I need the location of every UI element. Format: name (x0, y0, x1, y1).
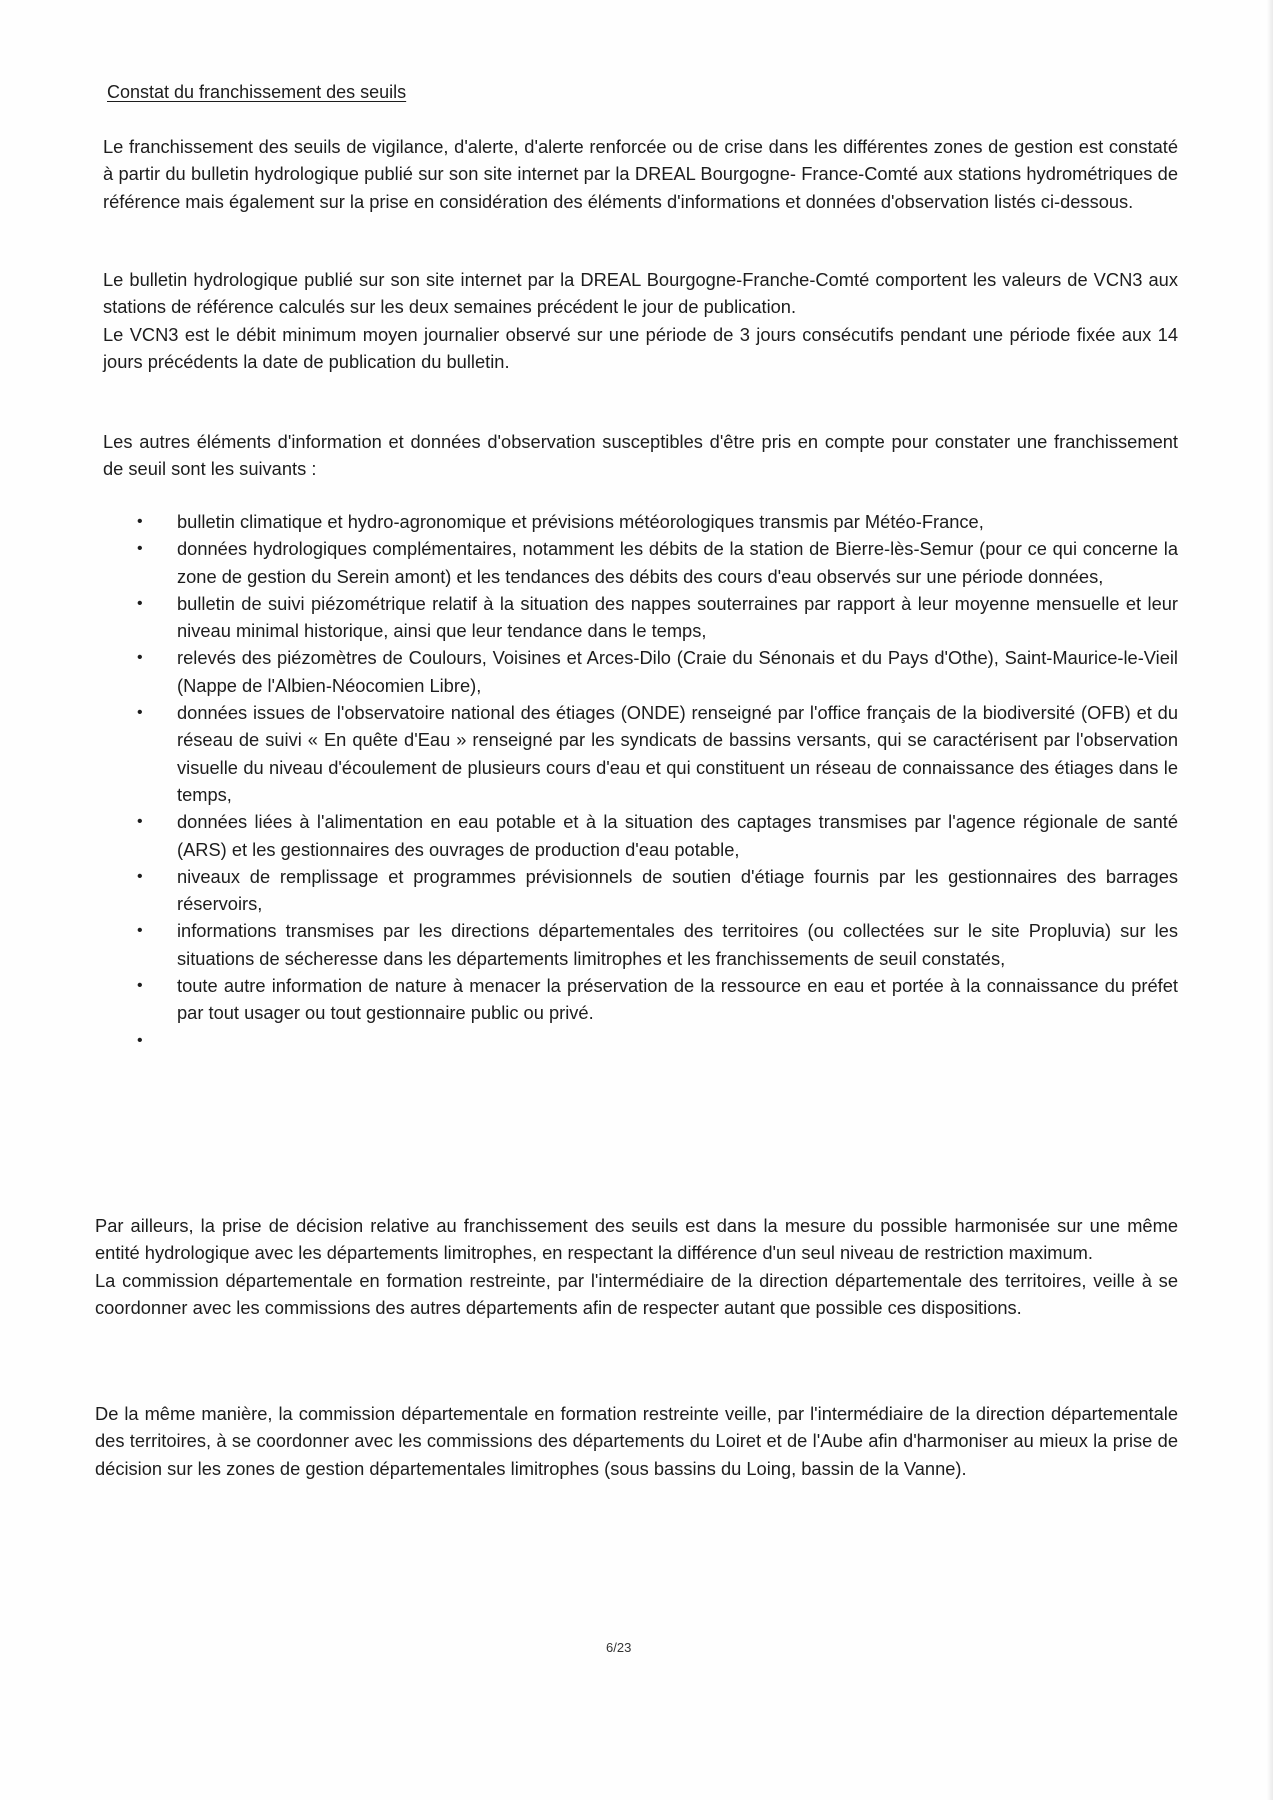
bullet-item (133, 590, 1178, 645)
bullet-marker: • (137, 594, 143, 612)
paragraph-loiret-aube: De la même manière, la commission départementale en formation restreinte veille, par l'intermédiaire de la direction départementale des territoires, à se coordonner avec les commissions des départements du Loiret et de l'Aube afin d'harmoniser au mieux la prise de décision sur les zones de gestion départementales limitrophes (sous bassins du Loing, bassin de la Vanne). (95, 1403, 1178, 1479)
paragraph-harmonisation: Par ailleurs, la prise de décision relative au franchissement des seuils est dans la mesure du possible harmonisée sur une même entité hydrologique avec les départements limitrophes, en respectant la différence d'un seul niveau de restriction maximum. (95, 1215, 1178, 1264)
bullet-item (133, 1027, 1178, 1054)
bullet-text: données issues de l'observatoire national des étiages (ONDE) renseigné par l'office français de la biodiversité (OFB) et du réseau de suivi « En quête d'Eau » renseigné par les syndicats de bassins versants, qui se caractérisent par l'observation visuelle du niveau d'écoulement de plusieurs cours d'eau et qui constituent un réseau de connaissance des étiages dans le temps, (177, 702, 1178, 805)
page-number: 6/23 (606, 1640, 632, 1655)
bullet-text: bulletin climatique et hydro-agronomique et prévisions météorologiques transmis par Météo-France, (177, 511, 984, 532)
bullet-text: niveaux de remplissage et programmes prévisionnels de soutien d'étiage fournis par les gestionnaires des barrages réservoirs, (177, 865, 1178, 915)
bullet-item (133, 535, 1178, 590)
bullet-text: bulletin de suivi piézométrique relatif à la situation des nappes souterraines par rapport à leur moyenne mensuelle et leur niveau minimal historique, ainsi que leur tendance dans le temps, (177, 592, 1178, 642)
bullet-marker: • (137, 813, 143, 831)
bullet-text: données liées à l'alimentation en eau potable et à la situation des captages transmises par l'agence régionale de santé (ARS) et les gestionnaires des ouvrages de production d'eau potable, (177, 811, 1178, 860)
bullet-marker: • (137, 977, 143, 995)
section-heading: Constat du franchissement des seuils (107, 82, 407, 102)
bullet-marker: • (137, 704, 143, 722)
bullet-item (133, 917, 1178, 972)
paragraph-vcn3-definition: Le VCN3 est le débit minimum moyen journalier observé sur une période de 3 jours consécutifs pendant une période fixée aux 14 jours précédents la date de publication du bulletin. (103, 323, 1178, 372)
bullet-item (133, 808, 1178, 863)
bullet-list (133, 508, 1178, 1054)
bullet-marker: • (137, 867, 143, 885)
page-edge-shadow (1267, 0, 1273, 1800)
bullet-item (133, 699, 1178, 808)
bullet-item (133, 644, 1178, 699)
bullet-marker: • (137, 513, 143, 530)
bullet-item (133, 863, 1178, 918)
bullet-text: données hydrologiques complémentaires, notamment les débits de la station de Bierre-lès-Semur (pour ce qui concerne la zone de gestion du Serein amont) et les tendances des débits des cours d'eau observés sur une période données, (177, 538, 1178, 587)
bullet-text: informations transmises par les directions départementales des territoires (ou collectées sur le site Propluvia) sur les situations de sécheresse dans les départements limitrophes et les franchissements de seuil constatés, (177, 920, 1178, 969)
bullet-marker: • (137, 540, 143, 558)
paragraph-franchissement: Le franchissement des seuils de vigilance, d'alerte, d'alerte renforcée ou de crise dans les différentes zones de gestion est constaté à partir du bulletin hydrologique publié sur son site internet par la DREAL Bourgogne- France-Comté aux stations hydrométriques de référence mais également sur la prise en considération des éléments d'informations et données d'observation listés ci-dessous. (103, 136, 1178, 212)
bullet-marker: • (137, 922, 143, 940)
paragraph-bulletin-vcn3 (103, 266, 1178, 375)
bullet-item (133, 972, 1178, 1027)
bullet-marker: • (137, 1031, 143, 1049)
paragraph-bulletin-hydrologique: Le bulletin hydrologique publié sur son site internet par la DREAL Bourgogne-Franche-Comté comportent les valeurs de VCN3 aux stations de référence calculés sur les deux semaines précédent le jour de publication. (103, 269, 1178, 318)
bullet-text: relevés des piézomètres de Coulours, Voisines et Arces-Dilo (Craie du Sénonais et du Pays d'Othe), Saint-Maurice-le-Vieil (Nappe de l'Albien-Néocomien Libre), (177, 647, 1178, 696)
paragraph-commission-coordination: La commission départementale en formation restreinte, par l'intermédiaire de la direction départementale des territoires, veille à se coordonner avec les commissions des autres départements afin de respecter autant que possible ces dispositions. (95, 1269, 1178, 1318)
paragraph-par-ailleurs (95, 1212, 1178, 1321)
bullet-text: toute autre information de nature à menacer la préservation de la ressource en eau et portée à la connaissance du préfet par tout usager ou tout gestionnaire public ou privé. (177, 975, 1178, 1024)
paragraph-autres-elements: Les autres éléments d'information et données d'observation susceptibles d'être pris en compte pour constater une franchissement de seuil sont les suivants : (103, 431, 1178, 480)
bullet-marker: • (137, 649, 143, 667)
bullet-item (133, 508, 1178, 535)
